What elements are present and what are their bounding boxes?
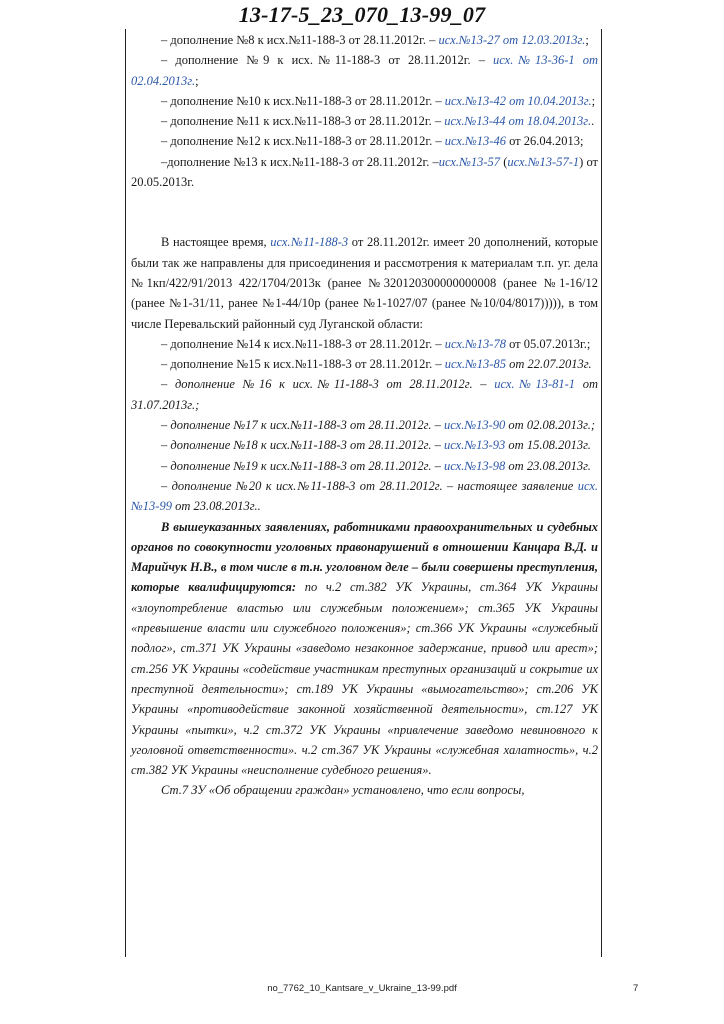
left-margin-rule xyxy=(125,29,126,957)
list-item: –дополнение №13 к исх.№11-188-3 от 28.11.2012г. –исх.№13-57 (исх.№13-57-1) от 20.05.2013г. xyxy=(131,154,598,190)
crimes-paragraph xyxy=(131,517,598,781)
document-link[interactable]: исх.№13-57-1 xyxy=(507,154,580,169)
list-item: – дополнение №8 к исх.№11-188-3 от 28.11.2012г. – исх.№13-27 от 12.03.2013г.; xyxy=(161,33,589,47)
list-item: – дополнение №14 к исх.№11-188-3 от 28.11.2012г. – исх.№13-78 от 05.07.2013г.; xyxy=(161,336,591,351)
list-item: – дополнение №18 к исх.№11-188-3 от 28.11.2012г. – исх.№13-93 от 15.08.2013г. xyxy=(161,438,591,453)
document-link[interactable]: исх.№13-27 от 12.03.2013г. xyxy=(438,33,586,47)
document-link[interactable]: исх.№13-81-1 xyxy=(494,377,576,392)
right-margin-rule xyxy=(601,29,602,957)
document-link[interactable]: исх.№13-42 от 10.04.2013г. xyxy=(444,93,592,108)
document-link[interactable]: исх.№13-98 xyxy=(444,458,506,473)
paragraph-spacer xyxy=(131,212,598,232)
document-link[interactable]: исх.№13-46 xyxy=(444,134,506,149)
document-link[interactable]: исх.№13-90 xyxy=(444,418,506,433)
list-item: – дополнение №10 к исх.№11-188-3 от 28.11.2012г. – исх.№13-42 от 10.04.2013г.; xyxy=(161,93,596,108)
document-link[interactable]: исх.№13-36-1 от 02.04.2013г. xyxy=(131,53,598,88)
crimes-articles: по ч.2 ст.382 УК Украины, ст.364 УК Украины «злоупотребление властью или служебным положением»; ст.365 УК Украины «превышение власти или служебного положения»; ст.366 УК Украины «служебный подлог», ст.371 УК Украины «заведомо незаконное задержание, привод или арест»; ст.256 УК Украины «содействие участникам преступных организаций и сокрытие их преступной деятельности»; ст.189 УК Украины «вымогательство»; ст.206 УК Украины «противодействие законной хозяйственной деятельности», ст.127 УК Украины «пытки», ч.2 ст.372 УК Украины «привлечение заведомо невиновного к уголовной ответственности». ч.2 ст.367 УК Украины «служебная халатность», ч.2 ст.382 УК Украины «неисполнение судебного решения». xyxy=(131,580,598,778)
list-item: – дополнение №11 к исх.№11-188-3 от 28.11.2012г. – исх.№13-44 от 18.04.2013г.. xyxy=(161,114,595,129)
paragraph-spacer xyxy=(131,192,598,212)
document-link[interactable]: исх.№13-44 от 18.04.2013г. xyxy=(444,114,592,129)
document-link[interactable]: исх.№13-99 xyxy=(131,478,598,514)
list-item: – дополнение №12 к исх.№11-188-3 от 28.11.2012г. – исх.№13-46 от 26.04.2013; xyxy=(161,134,584,149)
page-number: 7 xyxy=(633,983,639,994)
list-item: – дополнение №20 к исх.№11-188-3 от 28.11.2012г. – настоящее заявление исх.№13-99 от 23.08.2013г.. xyxy=(131,478,598,514)
intro-paragraph: В настоящее время, исх.№11-188-3 от 28.11.2012г. имеет 20 дополнений, которые были так же направлены для присоединения и рассмотрения к материалам т.п. уг. дела №1кп/422/91/2013 422/1704/2013к (ранее №320120300000000008 (ранее №1-16/12 (ранее №1-31/11, ранее №1-44/10р (ранее №1-1027/07 (ранее №10/04/8017))))), в том числе Перевальский районный суд Луганской области: xyxy=(131,235,598,331)
list-item: – дополнение №9 к исх.№11-188-3 от 28.11.2012г. – исх.№13-36-1 от 02.04.2013г.; xyxy=(131,53,598,88)
document-link[interactable]: исх.№13-78 xyxy=(444,336,506,351)
closing-paragraph: Ст.7 ЗУ «Об обращении граждан» установлено, что если вопросы, xyxy=(161,783,525,798)
document-link[interactable]: исх.№13-85 xyxy=(444,357,506,372)
document-link[interactable]: исх.№13-57 xyxy=(438,154,501,169)
list-item: – дополнение №19 к исх.№11-188-3 от 28.11.2012г. – исх.№13-98 от 23.08.2013г. xyxy=(161,458,591,473)
document-header-title: 13-17-5_23_070_13-99_07 xyxy=(238,2,486,27)
page-body xyxy=(131,30,598,801)
list-item: – дополнение №16 к исх.№11-188-3 от 28.11.2012г. – исх.№13-81-1 от 31.07.2013г.; xyxy=(131,377,598,412)
crimes-bold-lead: В вышеуказанных заявлениях, работниками правоохранительных и судебных органов по совокупности уголовных правонарушений в отношении Канцара В.Д. и Марийчук Н.В., в том числе в т.н. уголовном деле – были совершены преступления, которые квалифицируются: xyxy=(131,519,598,595)
document-link[interactable]: исх.№13-93 xyxy=(444,438,506,453)
list-item: – дополнение №15 к исх.№11-188-3 от 28.11.2012г. – исх.№13-85 от 22.07.2013г. xyxy=(161,357,592,372)
list-item: – дополнение №17 к исх.№11-188-3 от 28.11.2012г. – исх.№13-90 от 02.08.2013г.; xyxy=(161,418,596,433)
footer-filename: no_7762_10_Kantsare_v_Ukraine_13-99.pdf xyxy=(267,983,457,994)
document-link[interactable]: исх.№11-188-3 xyxy=(270,235,349,250)
